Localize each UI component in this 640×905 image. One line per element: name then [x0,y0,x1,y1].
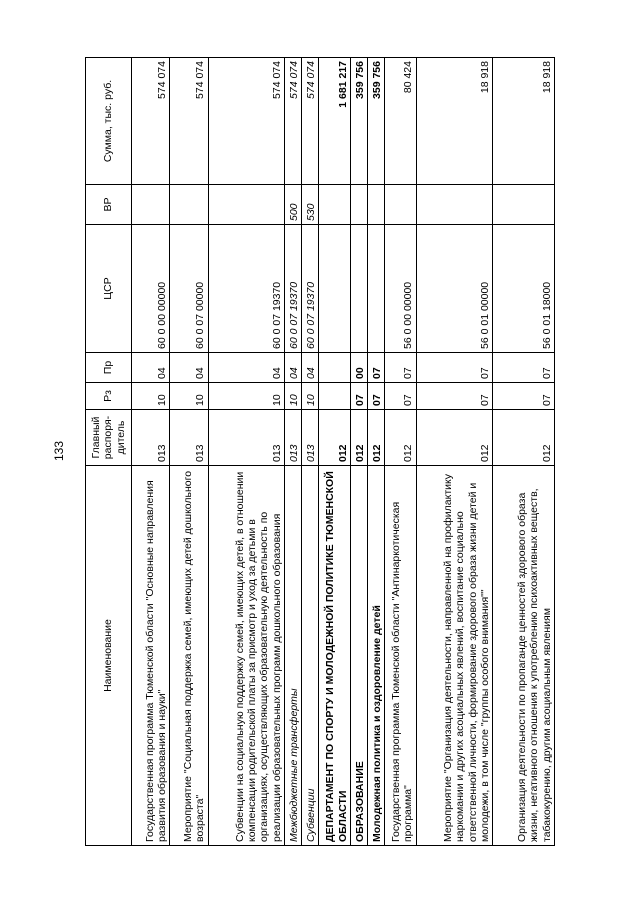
row-sum: 80 424 [384,58,416,185]
col-header-csr: ЦСР [86,225,132,353]
row-name: Государственная программа Тюменской области "Антинаркотическая программа" [384,466,416,846]
row-vr [384,185,416,225]
col-header-vr: ВР [86,185,132,225]
row-sum: 18 918 [493,58,555,185]
row-rz: 10 [170,383,208,410]
row-sum: 574 074 [208,58,285,185]
page-number: 133 [52,440,66,462]
table-row [302,58,319,846]
col-header-name: Наименование [86,466,132,846]
row-rz: 07 [367,383,384,410]
row-vr [208,185,285,225]
row-name: Молодежная политика и оздоровление детей [367,466,384,846]
row-csr: 60 0 07 19370 [208,225,285,353]
row-sum: 359 756 [367,58,384,185]
table-row [416,58,493,846]
row-pr: 04 [170,353,208,383]
col-header-pr: Пр [86,353,132,383]
row-csr [350,225,367,353]
row-gr: 013 [132,410,170,466]
col-header-sum: Сумма, тыс. руб. [86,58,132,185]
row-rz: 07 [350,383,367,410]
row-sum: 1 681 217 [319,58,351,185]
row-rz: 10 [208,383,285,410]
row-name: Мероприятие "Социальная поддержка семей, имеющих детей дошкольного возраста" [170,466,208,846]
row-sum: 359 756 [350,58,367,185]
col-header-gr: Главный распоря-дитель [86,410,132,466]
row-csr [319,225,351,353]
budget-table [85,57,555,846]
row-pr: 04 [285,353,302,383]
row-csr: 56 0 00 00000 [384,225,416,353]
row-gr: 012 [367,410,384,466]
row-gr: 013 [170,410,208,466]
table-header-row [86,58,132,846]
row-gr: 013 [208,410,285,466]
row-rz: 10 [285,383,302,410]
row-sum: 574 074 [302,58,319,185]
row-vr [170,185,208,225]
col-header-rz: Рз [86,383,132,410]
row-vr [493,185,555,225]
row-name: Организация деятельности по пропаганде ценностей здорового образа жизни, негативного отношения к употреблению психоактивных веществ, табакокурению, другим асоциальным явлениям [493,466,555,846]
row-pr: 04 [132,353,170,383]
row-csr: 60 0 07 00000 [170,225,208,353]
table-row [208,58,285,846]
row-vr: 530 [302,185,319,225]
row-pr: 04 [302,353,319,383]
row-sum: 574 074 [170,58,208,185]
row-name: Субвенции [302,466,319,846]
table-row [132,58,170,846]
row-name: Субвенции на социальную поддержку семей, имеющих детей, в отношении компенсации родительской платы за присмотр и уход за детьми в организациях, осуществляющих образовательную деятельность по реализации образовательных программ дошкольного образования [208,466,285,846]
row-gr: 012 [384,410,416,466]
row-rz: 07 [493,383,555,410]
row-vr [132,185,170,225]
row-vr [416,185,493,225]
row-gr: 013 [285,410,302,466]
row-vr [367,185,384,225]
budget-table-rotated [85,58,555,846]
row-rz: 07 [384,383,416,410]
row-pr: 07 [367,353,384,383]
row-name: ОБРАЗОВАНИЕ [350,466,367,846]
row-gr: 012 [493,410,555,466]
table-row [319,58,351,846]
row-vr [350,185,367,225]
row-sum: 574 074 [132,58,170,185]
row-rz: 07 [416,383,493,410]
row-name: Мероприятие "Организация деятельности, направленной на профилактику наркомании и других асоциальных явлений, воспитание социально ответственной личности, формирование здорового образа жизни детей и молодежи, в том числе "группы особого внимания"" [416,466,493,846]
row-pr: 00 [350,353,367,383]
row-gr: 012 [416,410,493,466]
row-csr: 56 0 01 00000 [416,225,493,353]
row-vr [319,185,351,225]
row-csr: 60 0 07 19370 [285,225,302,353]
row-gr: 013 [302,410,319,466]
row-csr: 56 0 01 18000 [493,225,555,353]
row-pr: 07 [493,353,555,383]
table-body [132,58,555,846]
row-sum: 18 918 [416,58,493,185]
row-pr: 07 [416,353,493,383]
row-name: ДЕПАРТАМЕНТ ПО СПОРТУ И МОЛОДЕЖНОЙ ПОЛИТИКЕ ТЮМЕНСКОЙ ОБЛАСТИ [319,466,351,846]
row-rz: 10 [302,383,319,410]
row-csr: 60 0 00 00000 [132,225,170,353]
row-rz: 10 [132,383,170,410]
row-name: Межбюджетные трансферты [285,466,302,846]
row-sum: 574 074 [285,58,302,185]
row-pr: 07 [384,353,416,383]
row-name: Государственная программа Тюменской области "Основные направления развития образования и науки" [132,466,170,846]
row-gr: 012 [319,410,351,466]
row-csr [367,225,384,353]
row-pr: 04 [208,353,285,383]
row-gr: 012 [350,410,367,466]
table-row [367,58,384,846]
row-csr: 60 0 07 19370 [302,225,319,353]
table-row [384,58,416,846]
table-row [285,58,302,846]
table-row [493,58,555,846]
row-rz [319,383,351,410]
row-pr [319,353,351,383]
table-row [170,58,208,846]
table-row [350,58,367,846]
row-vr: 500 [285,185,302,225]
